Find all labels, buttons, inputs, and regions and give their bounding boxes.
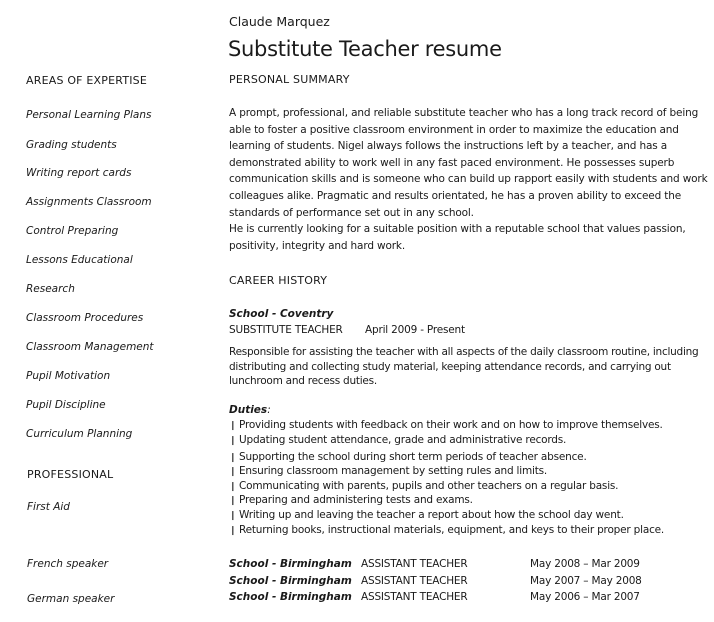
job-role: SUBSTITUTE TEACHER: [229, 324, 343, 336]
prev-job-school: School - Birmingham: [229, 558, 352, 570]
job-school: School - Coventry: [229, 308, 334, 320]
duty-item: ❙ Returning books, instructional materials, equipment, and keys to their proper place.: [229, 524, 665, 536]
candidate-name: Claude Marquez: [229, 14, 330, 29]
expertise-item: Writing report cards: [26, 167, 132, 179]
summary-paragraph: He is currently looking for a suitable position with a reputable school that values passion, positivity, integrity and hard work.: [229, 223, 686, 252]
bullet-icon: ❙: [229, 453, 237, 463]
duties-heading: [229, 404, 271, 416]
summary-text: [229, 105, 709, 254]
prev-job-dates: May 2008 – Mar 2009: [530, 558, 640, 570]
duty-item: ❙ Supporting the school during short term periods of teacher absence.: [229, 451, 587, 463]
expertise-item: Grading students: [26, 139, 117, 151]
expertise-item: Classroom Management: [26, 341, 154, 353]
language-item: French speaker: [27, 558, 109, 570]
duties-label: Duties: [229, 404, 268, 416]
prev-job-role: ASSISTANT TEACHER: [361, 591, 468, 603]
summary-paragraph: A prompt, professional, and reliable substitute teacher who has a long track record of being able to foster a positive classroom environment in order to maximize the education and learning of students. Nigel always follows the instructions left by a teacher, and has a demonstrated ability to work well in any fast paced environment. He possesses superb communication skills and is someone who can build up rapport easily with students and work colleagues alike. Pragmatic and results orientated, he has a proven ability to exceed the standards of performance set out in any school.: [229, 107, 708, 219]
duties-colon: :: [267, 404, 271, 416]
job-dates: April 2009 - Present: [365, 324, 465, 336]
expertise-item: Curriculum Planning: [26, 428, 133, 440]
duty-item: ❙ Ensuring classroom management by setting rules and limits.: [229, 465, 548, 477]
prev-job-role: ASSISTANT TEACHER: [361, 558, 468, 570]
expertise-heading: AREAS OF EXPERTISE: [26, 74, 148, 87]
expertise-item: Research: [26, 283, 75, 295]
career-heading: CAREER HISTORY: [229, 274, 328, 287]
bullet-icon: ❙: [229, 467, 237, 477]
bullet-icon: ❙: [229, 421, 237, 431]
professional-item: First Aid: [27, 501, 70, 513]
expertise-item: Assignments Classroom: [26, 196, 152, 208]
duty-item: ❙ Updating student attendance, grade and administrative records.: [229, 434, 567, 446]
duty-item: ❙ Writing up and leaving the teacher a report about how the school day went.: [229, 509, 624, 521]
bullet-icon: ❙: [229, 511, 237, 521]
expertise-item: Personal Learning Plans: [26, 109, 152, 121]
duty-item: ❙ Communicating with parents, pupils and other teachers on a regular basis.: [229, 480, 619, 492]
prev-job-dates: May 2007 – May 2008: [530, 575, 642, 587]
duty-item: ❙ Providing students with feedback on their work and on how to improve themselves.: [229, 419, 663, 431]
expertise-item: Control Preparing: [26, 225, 119, 237]
professional-heading: PROFESSIONAL: [27, 468, 114, 481]
expertise-item: Classroom Procedures: [26, 312, 144, 324]
bullet-icon: ❙: [229, 526, 237, 536]
bullet-icon: ❙: [229, 496, 237, 506]
document-title: Substitute Teacher resume: [228, 37, 502, 61]
bullet-icon: ❙: [229, 482, 237, 492]
prev-job-school: School - Birmingham: [229, 575, 352, 587]
bullet-icon: ❙: [229, 436, 237, 446]
duty-item: ❙ Preparing and administering tests and exams.: [229, 494, 473, 506]
prev-job-dates: May 2006 – Mar 2007: [530, 591, 640, 603]
prev-job-school: School - Birmingham: [229, 591, 352, 603]
job-description: Responsible for assisting the teacher with all aspects of the daily classroom routine, including distributing and collecting study material, keeping attendance records, and carrying out lunchroom and recess duties.: [229, 346, 699, 388]
summary-heading: PERSONAL SUMMARY: [229, 73, 350, 86]
expertise-item: Pupil Discipline: [26, 399, 106, 411]
prev-job-role: ASSISTANT TEACHER: [361, 575, 468, 587]
language-item: German speaker: [27, 593, 115, 605]
expertise-item: Pupil Motivation: [26, 370, 111, 382]
expertise-item: Lessons Educational: [26, 254, 133, 266]
